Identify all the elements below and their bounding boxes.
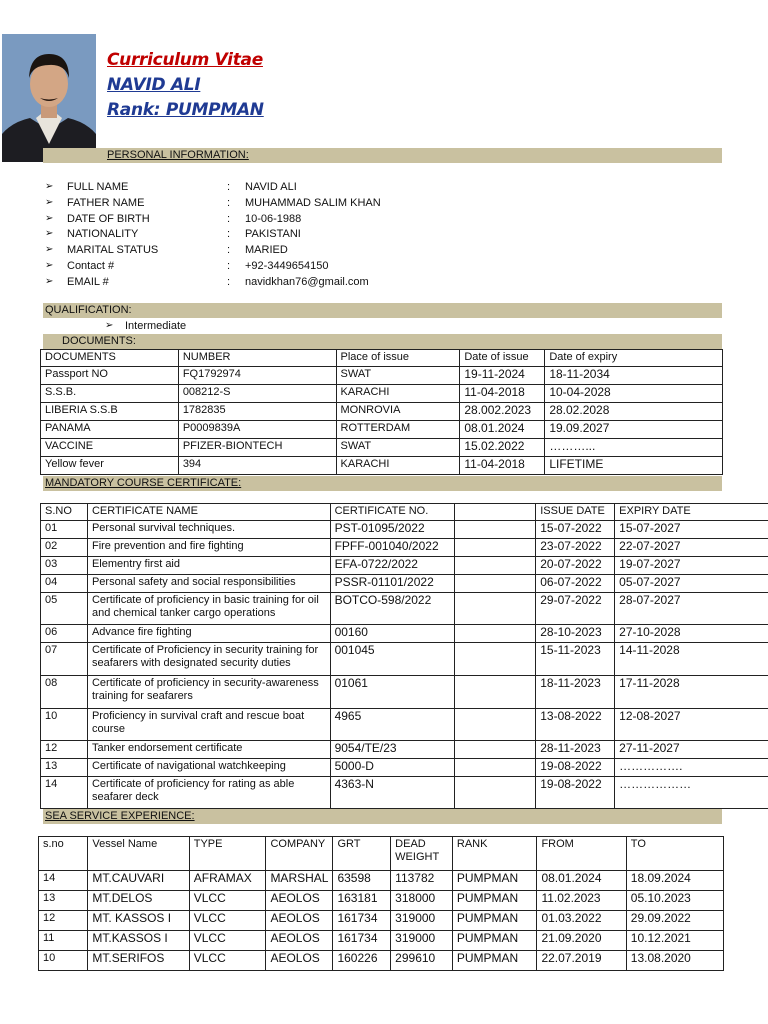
sea-service-header-row — [39, 837, 724, 871]
course-cell: 22-07-2027 — [615, 539, 768, 557]
course-cell — [455, 557, 536, 575]
sea-service-cell: 11 — [39, 931, 88, 951]
documents-table — [40, 349, 723, 475]
course-cell: Certificate of Proficiency in security training for seafarers with designated security duties — [87, 643, 330, 676]
course-header-cell: EXPIRY DATE — [615, 504, 768, 521]
course-cell: 00160 — [330, 625, 455, 643]
course-cell: 14-11-2028 — [615, 643, 768, 676]
course-cell: BOTCO-598/2022 — [330, 593, 455, 625]
sea-service-cell: VLCC — [189, 951, 266, 971]
sea-service-cell: PUMPMAN — [452, 891, 537, 911]
course-cell: 19-07-2027 — [615, 557, 768, 575]
course-cell: Certificate of navigational watchkeeping — [87, 759, 330, 777]
documents-cell: 28.02.2028 — [545, 403, 723, 421]
colon-separator: : — [227, 275, 231, 288]
sea-service-cell: 21.09.2020 — [537, 931, 626, 951]
documents-row — [41, 385, 723, 403]
course-cell: 19-08-2022 — [536, 759, 615, 777]
course-cell: Tanker endorsement certificate — [87, 741, 330, 759]
personal-info-value: PAKISTANI — [245, 228, 301, 241]
sea-service-cell: 63598 — [333, 871, 391, 891]
documents-cell: 008212-S — [178, 385, 336, 403]
documents-header-cell: Place of issue — [336, 350, 460, 367]
documents-row — [41, 421, 723, 439]
course-cell: 29-07-2022 — [536, 593, 615, 625]
course-row — [41, 593, 768, 625]
personal-info-label: FULL NAME — [67, 181, 129, 193]
sea-service-cell: 113782 — [391, 871, 453, 891]
course-cell: 9054/TE/23 — [330, 741, 455, 759]
documents-cell: 19-11-2024 — [460, 367, 545, 385]
course-header-cell: CERTIFICATE NAME — [87, 504, 330, 521]
sea-service-cell: 161734 — [333, 911, 391, 931]
documents-cell: LIBERIA S.S.B — [41, 403, 179, 421]
sea-service-cell: 01.03.2022 — [537, 911, 626, 931]
documents-cell: P0009839A — [178, 421, 336, 439]
documents-cell: 11-04-2018 — [460, 385, 545, 403]
course-cell — [455, 593, 536, 625]
sea-service-cell: PUMPMAN — [452, 871, 537, 891]
qualification-heading: QUALIFICATION: — [45, 304, 132, 316]
courses-band — [43, 476, 722, 491]
documents-cell: SWAT — [336, 367, 460, 385]
colon-separator: : — [227, 196, 231, 209]
sea-service-cell: 11.02.2023 — [537, 891, 626, 911]
course-cell: Fire prevention and fire fighting — [87, 539, 330, 557]
course-cell: 12-08-2027 — [615, 709, 768, 741]
documents-cell: KARACHI — [336, 385, 460, 403]
sea-service-cell: 22.07.2019 — [537, 951, 626, 971]
sea-service-cell: MT.CAUVARI — [88, 871, 189, 891]
course-row — [41, 643, 768, 676]
documents-cell: 10-04-2028 — [545, 385, 723, 403]
sea-service-cell: AEOLOS — [266, 891, 333, 911]
course-cell: 04 — [41, 575, 88, 593]
sea-service-cell: MT.SERIFOS — [88, 951, 189, 971]
course-header-cell: CERTIFICATE NO. — [330, 504, 455, 521]
colon-separator: : — [227, 212, 231, 225]
sea-service-header-cell: DEAD WEIGHT — [391, 837, 453, 871]
documents-cell: LIFETIME — [545, 457, 723, 475]
bullet-arrow-icon: ➢ — [45, 196, 54, 208]
bullet-arrow-icon: ➢ — [45, 260, 54, 271]
sea-service-header-cell: COMPANY — [266, 837, 333, 871]
sea-service-header-cell: FROM — [537, 837, 626, 871]
course-cell — [455, 625, 536, 643]
documents-cell: 394 — [178, 457, 336, 475]
course-cell: 13 — [41, 759, 88, 777]
sea-service-cell: 29.09.2022 — [626, 911, 723, 931]
sea-service-cell: PUMPMAN — [452, 931, 537, 951]
course-cell: 06 — [41, 625, 88, 643]
course-cell: 15-07-2022 — [536, 521, 615, 539]
course-cell: 001045 — [330, 643, 455, 676]
documents-cell: SWAT — [336, 439, 460, 457]
course-cell: 07 — [41, 643, 88, 676]
course-cell: Certificate of proficiency in security-awareness training for seafarers — [87, 676, 330, 709]
course-cell: 02 — [41, 539, 88, 557]
documents-cell: PFIZER-BIONTECH — [178, 439, 336, 457]
personal-info-value: MUHAMMAD SALIM KHAN — [245, 196, 381, 209]
documents-heading: DOCUMENTS: — [62, 335, 136, 347]
course-row — [41, 741, 768, 759]
course-cell: Advance fire fighting — [87, 625, 330, 643]
course-cell: Personal survival techniques. — [87, 521, 330, 539]
course-cell: Certificate of proficiency for rating as able seafarer deck — [87, 777, 330, 809]
documents-cell: Yellow fever — [41, 457, 179, 475]
documents-band — [43, 334, 722, 349]
course-cell — [455, 575, 536, 593]
course-cell: Elementry first aid — [87, 557, 330, 575]
sea-service-header-cell: TYPE — [189, 837, 266, 871]
documents-row — [41, 403, 723, 421]
course-cell: 10 — [41, 709, 88, 741]
sea-service-row — [39, 931, 724, 951]
bullet-arrow-icon: ➢ — [45, 244, 54, 256]
bullet-arrow-icon: ➢ — [45, 181, 54, 192]
course-cell: EFA-0722/2022 — [330, 557, 455, 575]
documents-cell: 19.09.2027 — [545, 421, 723, 439]
sea-service-row — [39, 871, 724, 891]
cv-title: Curriculum Vitae — [107, 50, 263, 70]
course-cell: 08 — [41, 676, 88, 709]
sea-service-cell: 163181 — [333, 891, 391, 911]
sea-service-cell: 161734 — [333, 931, 391, 951]
course-cell: 18-11-2023 — [536, 676, 615, 709]
colon-separator: : — [227, 228, 231, 241]
documents-row — [41, 367, 723, 385]
documents-cell: VACCINE — [41, 439, 179, 457]
course-row — [41, 759, 768, 777]
colon-separator: : — [227, 181, 231, 193]
documents-header-cell: Date of issue — [460, 350, 545, 367]
sea-service-cell: PUMPMAN — [452, 911, 537, 931]
course-row — [41, 625, 768, 643]
sea-service-row — [39, 911, 724, 931]
personal-info-value: +92-3449654150 — [245, 260, 329, 272]
course-cell — [455, 643, 536, 676]
course-cell — [455, 759, 536, 777]
course-cell: Certificate of proficiency in basic training for oil and chemical tanker cargo operations — [87, 593, 330, 625]
sea-service-cell: MT.KASSOS I — [88, 931, 189, 951]
sea-service-cell: VLCC — [189, 911, 266, 931]
course-header-row — [41, 504, 768, 521]
sea-service-header-cell: TO — [626, 837, 723, 871]
course-cell: Personal safety and social responsibilities — [87, 575, 330, 593]
course-cell — [455, 539, 536, 557]
sea-service-header-cell: s.no — [39, 837, 88, 871]
course-row — [41, 557, 768, 575]
sea-service-table — [38, 836, 724, 971]
candidate-rank: Rank: PUMPMAN — [107, 100, 264, 120]
course-row — [41, 777, 768, 809]
course-cell: 15-11-2023 — [536, 643, 615, 676]
documents-cell: MONROVIA — [336, 403, 460, 421]
documents-header-cell: DOCUMENTS — [41, 350, 179, 367]
course-cell: 17-11-2028 — [615, 676, 768, 709]
sea-service-row — [39, 951, 724, 971]
colon-separator: : — [227, 260, 231, 272]
course-cell: 28-07-2027 — [615, 593, 768, 625]
sea-service-cell: 13.08.2020 — [626, 951, 723, 971]
course-header-cell — [455, 504, 536, 521]
candidate-name: NAVID ALI — [107, 75, 201, 95]
sea-service-cell: AEOLOS — [266, 911, 333, 931]
documents-cell: ………... — [545, 439, 723, 457]
personal-info-label: FATHER NAME — [67, 196, 145, 209]
course-cell: PST-01095/2022 — [330, 521, 455, 539]
qualification-band — [43, 303, 722, 318]
course-row — [41, 575, 768, 593]
sea-service-cell: 160226 — [333, 951, 391, 971]
documents-cell: KARACHI — [336, 457, 460, 475]
personal-info-value: 10-06-1988 — [245, 212, 302, 225]
course-cell: 28-11-2023 — [536, 741, 615, 759]
course-cell: 15-07-2027 — [615, 521, 768, 539]
course-cell — [455, 521, 536, 539]
course-cell — [455, 709, 536, 741]
courses-heading: MANDATORY COURSE CERTIFICATE: — [45, 477, 242, 489]
sea-service-cell: VLCC — [189, 891, 266, 911]
personal-info-label: DATE OF BIRTH — [67, 212, 150, 225]
course-cell: 06-07-2022 — [536, 575, 615, 593]
documents-header-cell: NUMBER — [178, 350, 336, 367]
course-cell: 12 — [41, 741, 88, 759]
personal-info-label: MARITAL STATUS — [67, 244, 159, 257]
bullet-arrow-icon: ➢ — [45, 275, 54, 287]
course-cell: 01061 — [330, 676, 455, 709]
sea-service-cell: 12 — [39, 911, 88, 931]
sea-service-cell: PUMPMAN — [452, 951, 537, 971]
personal-info-value: NAVID ALI — [245, 181, 297, 193]
sea-service-cell: MT.DELOS — [88, 891, 189, 911]
personal-info-heading: PERSONAL INFORMATION: — [107, 149, 249, 161]
course-cell: 03 — [41, 557, 88, 575]
documents-cell: PANAMA — [41, 421, 179, 439]
sea-service-cell: 18.09.2024 — [626, 871, 723, 891]
documents-cell: 08.01.2024 — [460, 421, 545, 439]
person-portrait-icon — [2, 34, 96, 162]
documents-header-row — [41, 350, 723, 367]
sea-service-cell: MT. KASSOS I — [88, 911, 189, 931]
course-row — [41, 521, 768, 539]
course-cell: 05-07-2027 — [615, 575, 768, 593]
course-cell: 20-07-2022 — [536, 557, 615, 575]
course-cell: FPFF-001040/2022 — [330, 539, 455, 557]
bullet-arrow-icon: ➢ — [105, 320, 114, 331]
sea-service-cell: 13 — [39, 891, 88, 911]
documents-cell: 15.02.2022 — [460, 439, 545, 457]
course-cell: 23-07-2022 — [536, 539, 615, 557]
personal-info-band — [43, 148, 722, 163]
course-cell: 01 — [41, 521, 88, 539]
sea-service-cell: 319000 — [391, 911, 453, 931]
documents-cell: FQ1792974 — [178, 367, 336, 385]
course-header-cell: S.NO — [41, 504, 88, 521]
sea-service-cell: MARSHAL — [266, 871, 333, 891]
documents-cell: 1782835 — [178, 403, 336, 421]
sea-service-heading: SEA SERVICE EXPERIENCE: — [45, 810, 195, 822]
colon-separator: : — [227, 244, 231, 257]
sea-service-row — [39, 891, 724, 911]
course-cell: ……………. — [615, 759, 768, 777]
course-cell: 13-08-2022 — [536, 709, 615, 741]
sea-service-cell: 05.10.2023 — [626, 891, 723, 911]
course-cell — [455, 676, 536, 709]
documents-cell: 18-11-2034 — [545, 367, 723, 385]
course-cell: 27-10-2028 — [615, 625, 768, 643]
course-row — [41, 539, 768, 557]
course-cell: 4363-N — [330, 777, 455, 809]
sea-service-cell: VLCC — [189, 931, 266, 951]
course-cell — [455, 777, 536, 809]
personal-info-label: EMAIL # — [67, 275, 109, 288]
sea-service-band — [43, 809, 722, 824]
course-row — [41, 709, 768, 741]
personal-info-value: navidkhan76@gmail.com — [245, 275, 369, 288]
sea-service-header-cell: Vessel Name — [88, 837, 189, 871]
course-cell: 27-11-2027 — [615, 741, 768, 759]
sea-service-header-cell: GRT — [333, 837, 391, 871]
course-cell: 5000-D — [330, 759, 455, 777]
documents-cell: 11-04-2018 — [460, 457, 545, 475]
qualification-text: Intermediate — [125, 320, 187, 332]
course-cell — [455, 741, 536, 759]
profile-photo — [2, 34, 96, 162]
sea-service-cell: AFRAMAX — [189, 871, 266, 891]
personal-info-label: NATIONALITY — [67, 228, 139, 241]
course-cell: PSSR-01101/2022 — [330, 575, 455, 593]
course-cell: 19-08-2022 — [536, 777, 615, 809]
documents-row — [41, 457, 723, 475]
courses-table — [40, 503, 768, 809]
bullet-arrow-icon: ➢ — [45, 228, 54, 240]
course-header-cell: ISSUE DATE — [536, 504, 615, 521]
course-cell: 28-10-2023 — [536, 625, 615, 643]
sea-service-cell: 299610 — [391, 951, 453, 971]
course-cell: Proficiency in survival craft and rescue boat course — [87, 709, 330, 741]
documents-cell: Passport NO — [41, 367, 179, 385]
bullet-arrow-icon: ➢ — [45, 212, 54, 224]
sea-service-cell: AEOLOS — [266, 951, 333, 971]
sea-service-cell: 14 — [39, 871, 88, 891]
sea-service-cell: 08.01.2024 — [537, 871, 626, 891]
sea-service-cell: 10.12.2021 — [626, 931, 723, 951]
sea-service-cell: 319000 — [391, 931, 453, 951]
documents-cell: ROTTERDAM — [336, 421, 460, 439]
personal-info-value: MARIED — [245, 244, 288, 257]
course-cell: 14 — [41, 777, 88, 809]
personal-info-label: Contact # — [67, 260, 115, 272]
sea-service-cell: 10 — [39, 951, 88, 971]
course-cell: 05 — [41, 593, 88, 625]
documents-cell: S.S.B. — [41, 385, 179, 403]
documents-cell: 28.002.2023 — [460, 403, 545, 421]
sea-service-header-cell: RANK — [452, 837, 537, 871]
course-row — [41, 676, 768, 709]
sea-service-cell: AEOLOS — [266, 931, 333, 951]
documents-row — [41, 439, 723, 457]
course-cell: 4965 — [330, 709, 455, 741]
course-cell: ……………… — [615, 777, 768, 809]
sea-service-cell: 318000 — [391, 891, 453, 911]
documents-header-cell: Date of expiry — [545, 350, 723, 367]
